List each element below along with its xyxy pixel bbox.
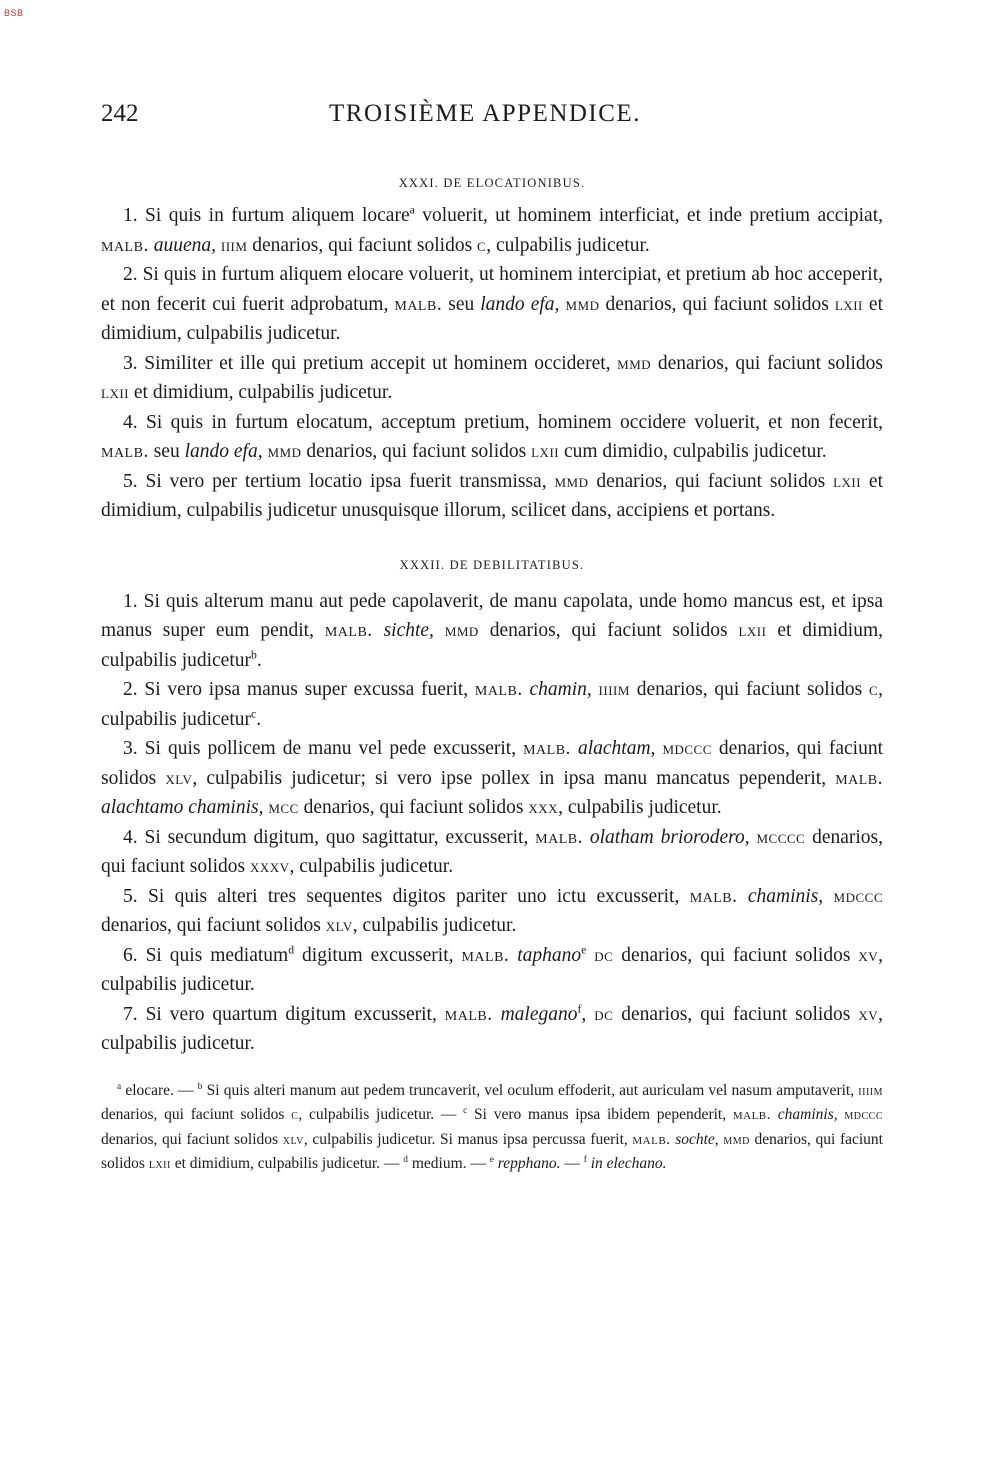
roman-numeral: mmd (554, 470, 589, 491)
note-marker: a (409, 203, 415, 217)
paragraph: 1. Si quis in furtum aliquem locare$^a$ voluerit, ut hominem interficiat, et inde pretium accipiat, malb. auuena, iiim denarios, qui faciunt solidos c, culpabilis judicetur. (101, 203, 883, 256)
paragraph: 4. Si secundum digitum, quo sagittatur, excusserit, malb. olatham briorodero, mcccc denarios, qui faciunt solidos xxxv, culpabilis judicetur. (101, 826, 883, 877)
note-marker: d (403, 1154, 408, 1165)
roman-numeral: mmd (617, 352, 652, 373)
roman-numeral: iiiim (858, 1082, 883, 1099)
malberg-gloss-marker: malb. (535, 826, 583, 848)
paragraph: 2. Si quis in furtum aliquem elocare voluerit, ut hominem intercipiat, et pretium ab hoc acceperit, et non fecerit cui fuerit adprobatum, malb. seu lando efa, mmd denarios, qui faciunt solidos lxii et dimidium, culpabilis judicetur. (101, 264, 883, 344)
footnotes: $^a$ elocare. — $^b$ Si quis alteri manum aut pedem truncaverit, vel oculum effoderit, aut auriculam vel nasum amputaverit, iiiim denarios, qui faciunt solidos c, culpabilis judicetur. — $^c$ Si vero manus ipsa ibidem pependerit, malb. chaminis, mdccc denarios, qui faciunt solidos xlv, culpabilis judicetur. Si manus ipsa percussa fuerit, malb. sochte, mmd denarios, qui faciunt solidos lxii et dimidium, culpabilis judicetur. — $^d$ medium. — $^e$ repphano. — $^f$ in elechano. (101, 1081, 884, 1172)
roman-numeral: xv (858, 1003, 879, 1024)
paragraph: 4. Si quis in furtum elocatum, acceptum pretium, hominem occidere voluerit, et non fecerit, malb. seu lando efa, mmd denarios, qui faciunt solidos lxii cum dimidio, culpabilis judicetur. (101, 411, 883, 462)
roman-numeral: xlv (282, 1131, 304, 1148)
roman-numeral: mmd (565, 293, 600, 314)
section-body-elocationibus (101, 201, 883, 526)
section-body-debilitatibus (101, 587, 883, 1059)
malberg-gloss-marker: malb. (461, 944, 510, 966)
roman-numeral: mmd (723, 1131, 750, 1148)
roman-numeral: c (868, 679, 879, 699)
note-marker: e (581, 943, 587, 956)
roman-numeral: mdccc (844, 1107, 884, 1123)
roman-numeral: mdccc (833, 885, 883, 906)
note-marker: c (251, 707, 257, 720)
roman-numeral: lxii (148, 1156, 171, 1172)
note-marker: a (117, 1081, 122, 1092)
roman-numeral: xlv (325, 915, 353, 935)
roman-numeral: lxii (834, 293, 863, 314)
note-marker: b (197, 1081, 203, 1092)
malberg-gloss-marker: malb. (523, 738, 571, 759)
roman-numeral: lxii (833, 470, 862, 491)
paragraph: 7. Si vero quartum digitum excusserit, malb. malegano$^f$, dc denarios, qui faciunt solidos xv, culpabilis judicetur. (101, 1002, 884, 1054)
malberg-gloss-marker: malb. (689, 885, 738, 907)
note-marker: c (463, 1105, 468, 1116)
roman-numeral: mcc (268, 797, 299, 817)
malberg-gloss-marker: malb. (444, 1003, 493, 1025)
roman-numeral: xxx (528, 797, 559, 817)
roman-numeral: mcccc (756, 826, 806, 847)
malberg-gloss-marker: malb. (732, 1106, 772, 1123)
roman-numeral: mdccc (662, 738, 712, 758)
paragraph: 2. Si vero ipsa manus super excussa fuerit, malb. chamin, iiiim denarios, qui faciunt solidos c, culpabilis judicetur$^c$. (101, 679, 884, 730)
section-heading-elocationibus: XXXI. DE ELOCATIONIBUS. (398, 176, 586, 190)
paragraph: 5. Si vero per tertium locatio ipsa fuerit transmissa, mmd denarios, qui faciunt solidos lxii et dimidium, culpabilis judicetur unusquisque illorum, scilicet dans, accipiens et portans. (101, 470, 884, 521)
roman-numeral: xxxv (249, 856, 290, 876)
roman-numeral: iiim (220, 234, 248, 255)
roman-numeral: xv (858, 944, 879, 965)
roman-numeral: xlv (165, 767, 193, 788)
note-marker: d (288, 943, 295, 956)
roman-numeral: dc (594, 944, 614, 965)
paragraph: 3. Si quis pollicem de manu vel pede excusserit, malb. alachtam, mdccc denarios, qui faciunt solidos xlv, culpabilis judicetur; si vero ipse pollex in ipsa manu mancatus pependerit, malb. alachtamo chaminis, mcc denarios, qui faciunt solidos xxx, culpabilis judicetur. (101, 738, 884, 818)
paragraph: 5. Si quis alteri tres sequentes digitos pariter uno ictu excusserit, malb. chaminis, mdccc denarios, qui faciunt solidos xlv, culpabilis judicetur. (101, 885, 883, 936)
paragraph: 6. Si quis mediatum$^d$ digitum excusserit, malb. taphano$^e$ dc denarios, qui faciunt solidos xv, culpabilis judicetur. (101, 943, 884, 995)
note-marker: f (583, 1154, 587, 1165)
running-head (101, 100, 883, 144)
malberg-gloss-marker: malb. (324, 620, 373, 641)
roman-numeral: lxii (531, 441, 560, 461)
library-stamp: BSB (4, 8, 24, 18)
paragraph: 1. Si quis alterum manu aut pede capolaverit, de manu capolata, unde homo mancus est, et ipsa manus super eum pendit, malb. sichte, mmd denarios, qui faciunt solidos lxii et dimidium, culpabilis judicetur$^b$. (101, 590, 884, 671)
page-number: 242 (101, 100, 139, 127)
running-title: TROISIÈME APPENDICE. (329, 100, 641, 127)
note-marker: b (251, 648, 257, 661)
malberg-gloss-marker: malb. (474, 679, 523, 700)
roman-numeral: mmd (444, 620, 479, 640)
malberg-gloss-marker: malb. (101, 234, 149, 256)
malberg-gloss-marker: malb. (101, 441, 149, 462)
roman-numeral: c (477, 234, 487, 255)
roman-numeral: mmd (267, 441, 302, 461)
note-marker: e (489, 1154, 494, 1165)
roman-numeral: dc (594, 1003, 614, 1024)
roman-numeral: c (291, 1107, 299, 1123)
roman-numeral: lxii (101, 382, 129, 402)
paragraph: 3. Similiter et ille qui pretium accepit ut hominem occideret, mmd denarios, qui faciunt solidos lxii et dimidium, culpabilis judicetur. (101, 352, 883, 403)
malberg-gloss-marker: malb. (835, 767, 884, 789)
roman-numeral: iiiim (598, 679, 630, 699)
malberg-gloss-marker: malb. (394, 293, 443, 315)
malberg-gloss-marker: malb. (632, 1130, 671, 1148)
page-body (101, 100, 883, 1177)
section-heading-debilitatibus: XXXII. DE DEBILITATIBUS. (399, 557, 585, 572)
roman-numeral: lxii (738, 620, 767, 640)
note-marker: f (577, 1002, 582, 1015)
